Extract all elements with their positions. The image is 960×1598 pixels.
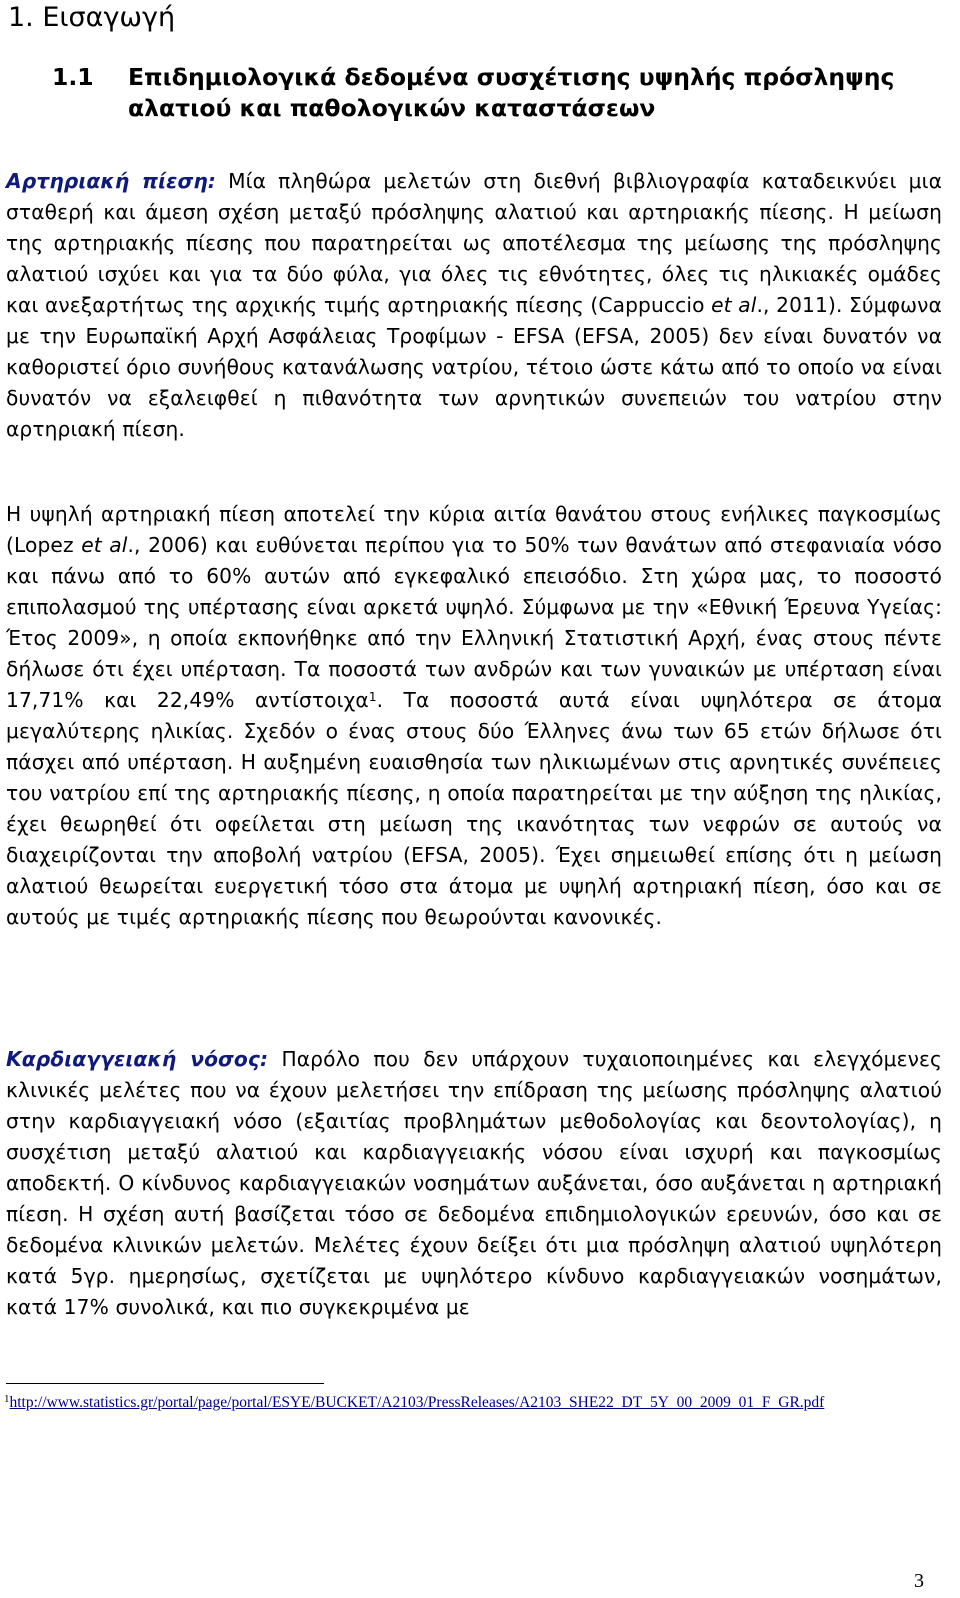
footnote-rule (6, 1383, 324, 1384)
paragraph-text: Παρόλο που δεν υπάρχουν τυχαιοποιημένες και ελεγχόμενες κλινικές μελέτες που να έχουν μελετήσει την επίδραση της μείωσης πρόσληψης αλατιού στην καρδιαγγειακή νόσο (εξαιτίας προβλημάτων μεθοδολογίας και δεοντολογίας), η συσχέτιση μεταξύ αλατιού και καρδιαγγειακής νόσου είναι ισχυρή και παγκοσμίως αποδεκτή. Ο κίνδυνος καρδιαγγειακών νοσημάτων αυξάνεται, όσο αυξάνεται η αρτηριακή πίεση. Η σχέση αυτή βασίζεται τόσο σε δεδομένα επιδημιολογικών ερευνών, όσο και σε δεδομένα κλινικών μελετών. Μελέτες έχουν δείξει ότι μια πρόσληψη αλατιού υψηλότερη κατά 5γρ. ημερησίως, σχετίζεται με υψηλότερο κίνδυνο καρδιαγγειακών νοσημάτων, κατά 17% συνολικά, και πιο συγκεκριμένα με (6, 1047, 943, 1319)
lead-term-cardiovascular: Καρδιαγγειακή νόσος: (6, 1047, 269, 1071)
lead-term-blood-pressure: Αρτηριακή πίεση: (6, 169, 217, 193)
footnote-link[interactable]: http://www.statistics.gr/portal/page/portal/ESYE/BUCKET/A2103/PressReleases/A2103_SHE22_DT_5Y_00_2009_01_F_GR.pdf (9, 1394, 825, 1411)
chapter-title: 1. Εισαγωγή (8, 2, 176, 33)
footnote-marker: 1 (4, 1393, 10, 1405)
paragraph-text-end: . Τα ποσοστά αυτά είναι υψηλότερα σε άτομα μεγαλύτερης ηλικίας. Σχεδόν ο ένας στους δύο Έλληνες άνω των 65 ετών δήλωσε ότι πάσχει από υπέρταση. Η αυξημένη ευαισθησία των ηλικιωμένων στις αρνητικές συνέπειες του νατρίου επί της αρτηριακής πίεσης, η οποία παρατηρείται με την αύξηση της ηλικίας, έχει θεωρηθεί ότι οφείλεται στη μείωση της ικανότητας των νεφρών σε αυτούς να διαχειρίζονται την αποβολή νατρίου (EFSA, 2005). Έχει σημειωθεί επίσης ότι η μείωση αλατιού θεωρείται ευεργετική τόσο στα άτομα με υψηλή αρτηριακή πίεση, όσο και σε αυτούς με τιμές αρτηριακής πίεσης που θεωρούνται κανονικές. (6, 688, 942, 929)
et-al: et al (711, 293, 757, 317)
section-title: Επιδημιολογικά δεδομένα συσχέτισης υψηλής πρόσληψης αλατιού και παθολογικών καταστάσεων (128, 63, 895, 122)
page-number: 3 (914, 1570, 924, 1592)
paragraph-cardiovascular (6, 1044, 942, 1323)
paragraph-text: Μία πληθώρα μελετών στη διεθνή βιβλιογραφία καταδεικνύει μια σταθερή και άμεση σχέση μεταξύ πρόσληψης αλατιού και αρτηριακής πίεσης. Η μείωση της αρτηριακής πίεσης που παρατηρείται ως αποτέλεσμα της μείωσης της πρόσληψης αλατιού ισχύει και για τα δύο φύλα, για όλες τις εθνότητες, όλες τις ηλικιακές ομάδες και ανεξαρτήτως της αρχικής τιμής αρτηριακής πίεσης (Cappuccio (6, 169, 942, 317)
paragraph-text-cont: ., 2006) και ευθύνεται περίπου για το 50% των θανάτων από στεφανιαία νόσο και πάνω από το 60% αυτών από εγκεφαλικό επεισόδιο. Στη χώρα μας, το ποσοστό επιπολασμού της υπέρτασης είναι αρκετά υψηλό. Σύμφωνα με την «Εθνική Έρευνα Υγείας: Έτος 2009», η οποία εκπονήθηκε από την Ελληνική Στατιστική Αρχή, ένας στους πέντε δήλωσε ότι έχει υπέρταση. Τα ποσοστά των ανδρών και των γυναικών με υπέρταση είναι 17,71% και 22,49% αντίστοιχα (6, 533, 942, 712)
et-al: et al (81, 533, 128, 557)
footnote-reference[interactable]: 1 (368, 690, 377, 704)
paragraph-hypertension (6, 499, 942, 933)
section-number: 1.1 (52, 63, 94, 91)
footnote (4, 1392, 944, 1414)
paragraph-blood-pressure (6, 166, 942, 445)
paragraph-text-cont: ., 2011). Σύμφωνα με την Ευρωπαϊκή Αρχή Ασφάλειας Τροφίμων - EFSA (EFSA, 2005) δεν είναι δυνατόν να καθοριστεί όριο συνήθους κατανάλωσης νατρίου, τέτοιο ώστε κάτω από το οποίο να είναι δυνατόν να εξαλειφθεί η πιθανότητα των αρνητικών συνεπειών του νατρίου στην αρτηριακή πίεση. (6, 293, 942, 441)
paragraph-text: Η υψηλή αρτηριακή πίεση αποτελεί την κύρια αιτία θανάτου στους ενήλικες παγκοσμίως (Lopez (6, 502, 942, 557)
